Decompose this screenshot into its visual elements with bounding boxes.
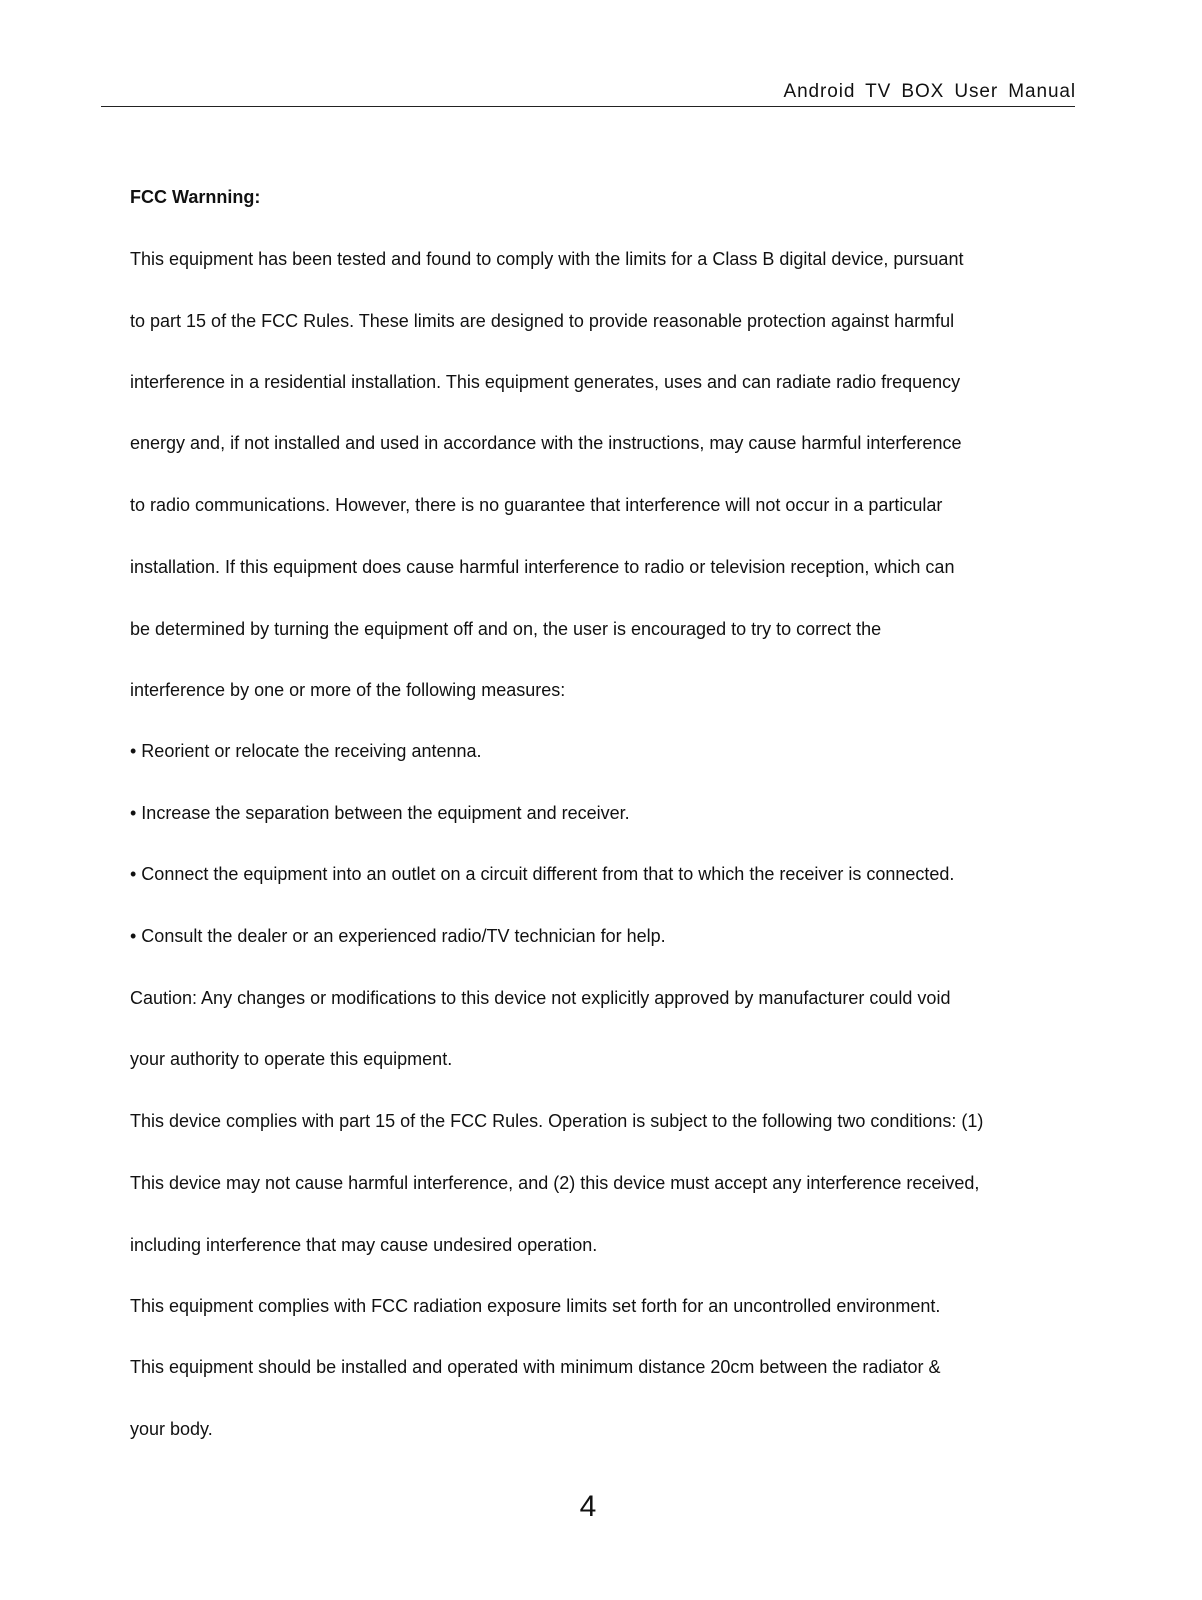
paragraph-line: Caution: Any changes or modifications to this device not explicitly approved by manufacturer could void — [130, 988, 951, 1008]
paragraph-line: including interference that may cause undesired operation. — [130, 1235, 598, 1255]
paragraph-line: be determined by turning the equipment off and on, the user is encouraged to try to correct the — [130, 619, 882, 639]
header-divider — [101, 106, 1075, 107]
paragraph-line: interference by one or more of the following measures: — [130, 680, 566, 700]
bullet-item: • Increase the separation between the equipment and receiver. — [130, 803, 630, 823]
paragraph-line: This device complies with part 15 of the FCC Rules. Operation is subject to the following two conditions: (1) — [130, 1111, 984, 1131]
manual-title: Android TV BOX User Manual — [783, 81, 1076, 102]
paragraph-line: This device may not cause harmful interference, and (2) this device must accept any interference received, — [130, 1173, 980, 1193]
paragraph-line: your authority to operate this equipment. — [130, 1049, 453, 1069]
paragraph-line: interference in a residential installation. This equipment generates, uses and can radiate radio frequency — [130, 372, 961, 392]
paragraph-line: to radio communications. However, there is no guarantee that interference will not occur in a particular — [130, 495, 943, 515]
paragraph-line: installation. If this equipment does cause harmful interference to radio or television reception, which can — [130, 557, 955, 577]
paragraph-line: your body. — [130, 1419, 213, 1439]
bullet-item: • Reorient or relocate the receiving antenna. — [130, 741, 482, 761]
section-heading: FCC Warnning: — [130, 187, 261, 207]
bullet-item: • Connect the equipment into an outlet on a circuit different from that to which the receiver is connected. — [130, 864, 955, 884]
paragraph-line: energy and, if not installed and used in accordance with the instructions, may cause harmful interference — [130, 433, 962, 453]
paragraph-line: This equipment should be installed and operated with minimum distance 20cm between the radiator & — [130, 1357, 941, 1377]
page-number: 4 — [579, 1490, 597, 1523]
bullet-item: • Consult the dealer or an experienced radio/TV technician for help. — [130, 926, 666, 946]
paragraph-line: This equipment complies with FCC radiation exposure limits set forth for an uncontrolled environment. — [130, 1296, 941, 1316]
paragraph-line: to part 15 of the FCC Rules. These limits are designed to provide reasonable protection against harmful — [130, 311, 955, 331]
paragraph-line: This equipment has been tested and found to comply with the limits for a Class B digital device, pursuant — [130, 249, 964, 269]
